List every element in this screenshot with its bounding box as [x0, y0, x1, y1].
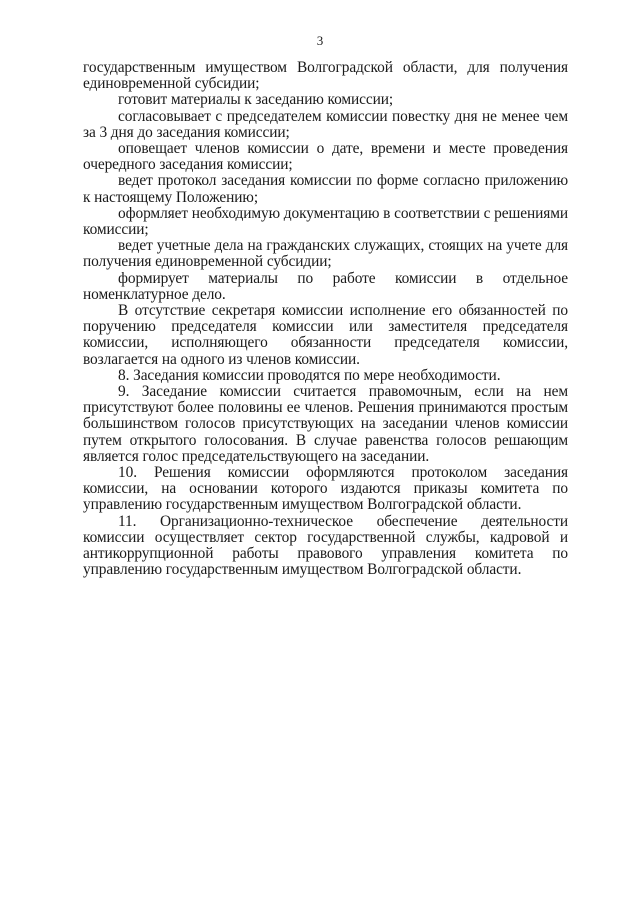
- paragraph-duty-file: формирует материалы по работе комиссии в отдельное номенклатурное дело.: [83, 269, 568, 303]
- paragraph-duty-documentation: оформляет необходимую документацию в соответствии с решениями комиссии;: [83, 204, 568, 239]
- paragraph-continuation: государственным имуществом Волгоградской области, для получения единовременной субсидии;: [83, 59, 568, 93]
- paragraph-item-9: 9. Заседание комиссии считается правомочным, если на нем присутствуют более половины ее членов. Решения принимаются простым большинством голосов присутствующих на заседании членов комиссии путем открытого голосования. В случае равенства голосов решающим является голос председательствующего на заседании.: [83, 383, 568, 465]
- paragraph-item-11: 11. Организационно-техническое обеспечение деятельности комиссии осуществляет сектор государственной службы, кадровой и антикоррупционной работы правового управления комитета по управлению государственным имуществом Волгоградской области.: [83, 512, 568, 579]
- paragraph-duty-protocol: ведет протокол заседания комиссии по форме согласно приложению к настоящему Положению;: [83, 172, 568, 206]
- page-number: 3: [316, 33, 324, 48]
- paragraph-duty-notify: оповещает членов комиссии о дате, времени и месте проведения очередного заседания комиссии;: [83, 140, 568, 174]
- paragraph-duty-agenda: согласовывает с председателем комиссии повестку дня не менее чем за 3 дня до заседания комиссии;: [83, 107, 568, 141]
- paragraph-duty-prepare-materials: готовит материалы к заседанию комиссии;: [118, 91, 394, 109]
- paragraph-duty-records: ведет учетные дела на гражданских служащих, стоящих на учете для получения единовременной субсидии;: [83, 237, 568, 271]
- paragraph-item-8: 8. Заседания комиссии проводятся по мере необходимости.: [118, 366, 501, 384]
- paragraph-item-10: 10. Решения комиссии оформляются протоколом заседания комиссии, на основании которого издаются приказы комитета по управлению государственным имуществом Волгоградской области.: [83, 464, 568, 514]
- document-body: [83, 60, 568, 579]
- paragraph-secretary-absence: В отсутствие секретаря комиссии исполнение его обязанностей по поручению председателя комиссии или заместителя председателя комиссии, исполняющего обязанности председателя комиссии, возлагается на одного из членов комиссии.: [83, 302, 568, 368]
